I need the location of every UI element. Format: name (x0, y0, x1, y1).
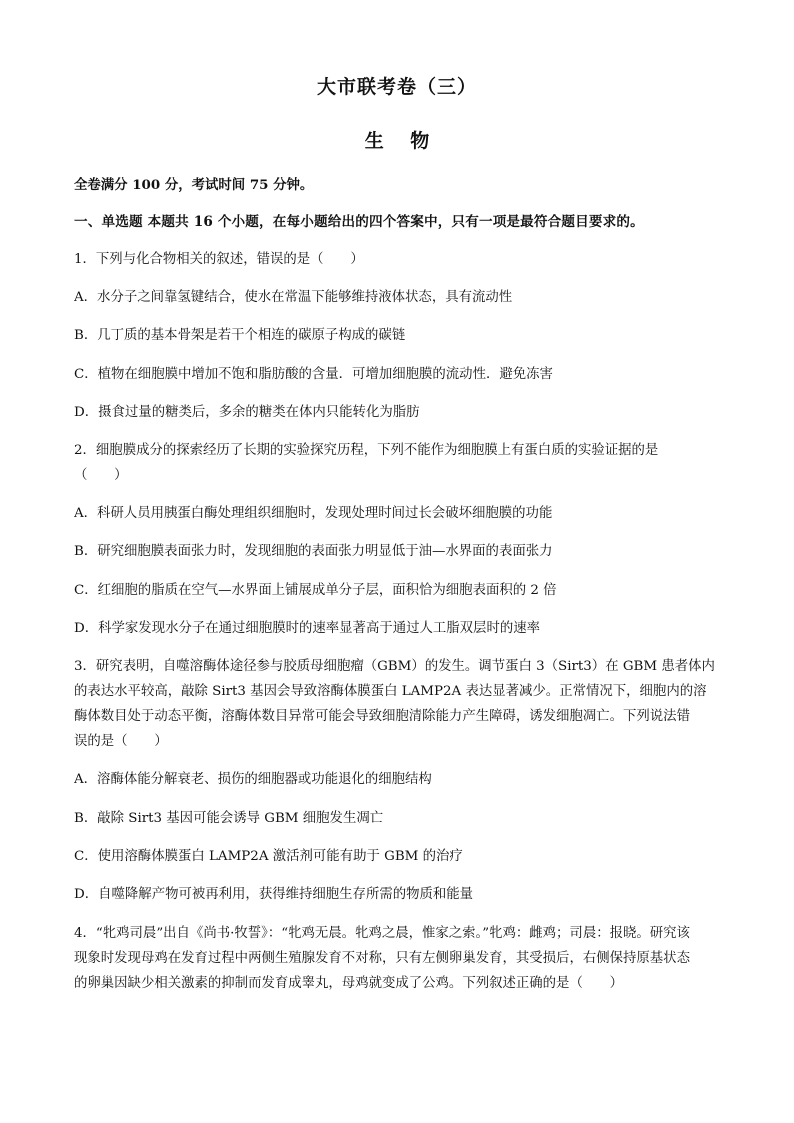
question-2-stem-line-2: （ ） (74, 468, 128, 483)
question-2-option-b: B．研究细胞膜表面张力时，发现细胞的表面张力明显低于油—水界面的表面张力 (74, 544, 553, 559)
question-1-option-c: C．植物在细胞膜中增加不饱和脂肪酸的含量．可增加细胞膜的流动性．避免冻害 (74, 367, 553, 382)
question-3-stem-line-4: 误的是（ ） (74, 734, 168, 749)
question-3-option-c: C．使用溶酶体膜蛋白 LAMP2A 激活剂可能有助于 GBM 的治疗 (74, 849, 463, 864)
question-3-option-a: A．溶酶体能分解衰老、损伤的细胞器或功能退化的细胞结构 (74, 772, 432, 787)
question-3-option-d: D．自噬降解产物可被再利用，获得维持细胞生存所需的物质和能量 (74, 887, 474, 902)
question-1-option-b: B．几丁质的基本骨架是若干个相连的碳原子构成的碳链 (74, 328, 406, 343)
section-heading: 一、单选题 本题共 16 个小题，在每小题给出的四个答案中，只有一项是最符合题目要求的。 (74, 214, 644, 230)
question-4-stem-line-1: 4．“牝鸡司晨”出自《尚书·牧誓》：“牝鸡无晨。牝鸡之晨，惟家之索。”牝鸡：雌鸡；司晨：报晓。研究该 (74, 926, 690, 941)
question-3-option-b: B．敲除 Sirt3 基因可能会诱导 GBM 细胞发生凋亡 (74, 811, 384, 826)
question-1-option-d: D．摄食过量的糖类后，多余的糖类在体内只能转化为脂肪 (74, 405, 420, 420)
question-3-stem-line-2: 的表达水平较高，敲除 Sirt3 基因会导致溶酶体膜蛋白 LAMP2A 表达显著减少。正常情况下，细胞内的溶 (74, 684, 707, 699)
question-2-option-c: C．红细胞的脂质在空气—水界面上铺展成单分子层，面积恰为细胞表面积的 2 倍 (74, 583, 557, 598)
subject-title: 生 物 (364, 130, 440, 152)
question-3-stem-line-3: 酶体数目处于动态平衡，溶酶体数目异常可能会导致细胞清除能力产生障碍，诱发细胞凋亡。下列说法错 (74, 709, 690, 724)
exam-info: 全卷满分 100 分，考试时间 75 分钟。 (74, 177, 314, 193)
exam-title: 大市联考卷（三） (316, 76, 477, 98)
question-2-stem-line-1: 2．细胞膜成分的探索经历了长期的实验探究历程，下列不能作为细胞膜上有蛋白质的实验证据的是 (74, 443, 659, 458)
question-2-option-d: D．科学家发现水分子在通过细胞膜时的速率显著高于通过人工脂双层时的速率 (74, 621, 541, 636)
question-2-option-a: A．科研人员用胰蛋白酶处理组织细胞时，发现处理时间过长会破坏细胞膜的功能 (74, 506, 553, 521)
question-1-option-a: A．水分子之间靠氢键结合，使水在常温下能够维持液体状态，具有流动性 (74, 290, 513, 305)
question-3-stem-line-1: 3．研究表明，自噬溶酶体途径参与胶质母细胞瘤（GBM）的发生。调节蛋白 3（Sirt3）在 GBM 患者体内 (74, 659, 715, 674)
question-1-stem: 1．下列与化合物相关的叙述，错误的是（ ） (74, 252, 364, 267)
question-4-stem-line-3: 的卵巢因缺少相关激素的抑制而发育成睾丸，母鸡就变成了公鸡。下列叙述正确的是（ ） (74, 976, 624, 991)
question-4-stem-line-2: 现象时发现母鸡在发育过程中两侧生殖腺发育不对称，只有左侧卵巢发育，其受损后，右侧保持原基状态 (74, 951, 690, 966)
